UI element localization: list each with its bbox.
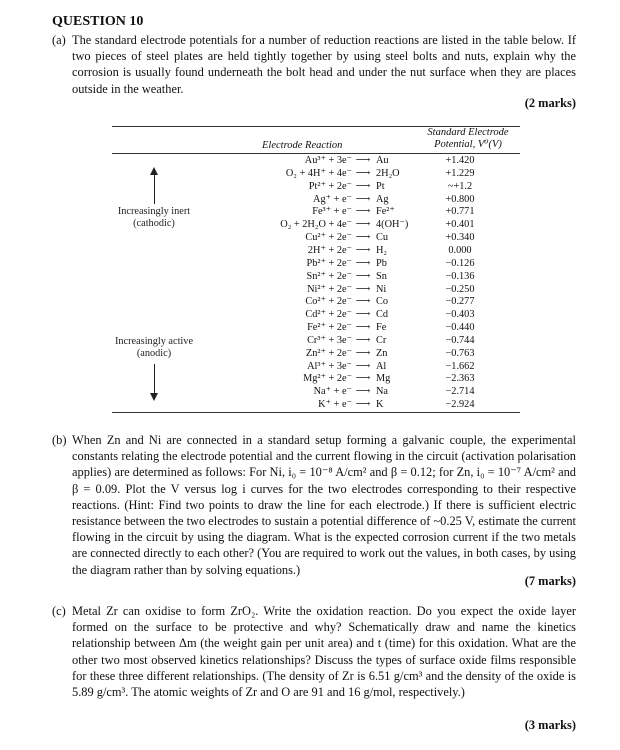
question-title: QUESTION 10 <box>52 14 144 29</box>
table-header-rule <box>112 153 520 154</box>
reaction-arrow-icon: ⟶ <box>355 283 371 295</box>
table-row <box>112 373 520 384</box>
reaction-product: Cu <box>376 232 389 244</box>
standard-potential-value: +1.229 <box>445 167 475 179</box>
reaction-arrow-icon: ⟶ <box>355 309 371 321</box>
reaction-arrow-icon: ⟶ <box>355 257 371 269</box>
table-row <box>112 361 520 372</box>
reaction-product: Fe <box>376 322 387 334</box>
table-row <box>112 348 520 359</box>
table-row <box>112 386 520 397</box>
table-row <box>112 399 520 410</box>
reaction-reactants: Cd²⁺ + 2e⁻ <box>305 309 352 321</box>
standard-potential-value: +0.340 <box>445 232 475 244</box>
reaction-reactants: Mg²⁺ + 2e⁻ <box>303 373 352 385</box>
reaction-product: Pt <box>376 180 385 192</box>
standard-potential-value: −0.126 <box>445 257 475 269</box>
reaction-reactants: Au³⁺ + 3e⁻ <box>304 155 352 166</box>
table-row <box>112 245 520 256</box>
reaction-product: H₂ <box>376 244 388 256</box>
reaction-reactants: Cu²⁺ + 2e⁻ <box>305 232 352 244</box>
reaction-arrow-icon: ⟶ <box>355 386 371 398</box>
table-row <box>112 284 520 295</box>
table-row <box>112 322 520 333</box>
electrode-potential-table <box>112 126 520 416</box>
standard-potential-value: −0.440 <box>445 322 475 334</box>
col-header-potential-line2: Potential, V⁰(V) <box>434 139 502 150</box>
reaction-reactants: K⁺ + e⁻ <box>318 399 352 411</box>
reaction-reactants: O₂ + 2H₂O + 4e⁻ <box>280 219 352 231</box>
standard-potential-value: −0.744 <box>445 334 475 346</box>
part-c-label: (c) <box>52 604 66 618</box>
standard-potential-value: +1.420 <box>445 155 475 166</box>
table-row <box>112 309 520 320</box>
part-a-marks: (2 marks) <box>524 96 576 110</box>
reaction-product: Cd <box>376 309 389 321</box>
table-row <box>112 296 520 307</box>
reaction-product: Mg <box>376 373 391 385</box>
table-row <box>112 194 520 205</box>
reaction-product: Ni <box>376 283 387 295</box>
reaction-product: Al <box>376 360 387 372</box>
table-row <box>112 232 520 243</box>
reaction-product: 2H₂O <box>376 167 400 179</box>
part-c <box>52 603 576 700</box>
reaction-product: Zn <box>376 347 388 359</box>
reaction-product: Co <box>376 296 389 308</box>
reaction-arrow-icon: ⟶ <box>355 232 371 244</box>
standard-potential-value: −0.250 <box>445 283 475 295</box>
standard-potential-value: +0.401 <box>445 219 475 231</box>
part-b-marks: (7 marks) <box>524 574 576 588</box>
reaction-arrow-icon: ⟶ <box>355 347 371 359</box>
reaction-arrow-icon: ⟶ <box>355 193 371 205</box>
reaction-product: Pb <box>376 257 387 269</box>
standard-potential-value: −2.924 <box>445 399 475 411</box>
reaction-arrow-icon: ⟶ <box>355 244 371 256</box>
side-label-active-line1: Increasingly active <box>114 336 194 347</box>
standard-potential-value: −2.363 <box>445 373 475 385</box>
reaction-arrow-icon: ⟶ <box>355 206 371 218</box>
part-b-label: (b) <box>52 433 67 447</box>
reaction-product: K <box>376 399 384 411</box>
part-b <box>52 432 576 578</box>
col-header-reaction: Electrode Reaction <box>262 140 343 151</box>
reaction-arrow-icon: ⟶ <box>355 334 371 346</box>
reaction-reactants: Sn²⁺ + 2e⁻ <box>306 270 352 282</box>
reaction-product: Cr <box>376 334 387 346</box>
reaction-reactants: Na⁺ + e⁻ <box>313 386 352 398</box>
table-row <box>112 206 520 217</box>
standard-potential-value: −0.136 <box>445 270 475 282</box>
side-label-active-line2: (anodic) <box>136 348 172 359</box>
reaction-arrow-icon: ⟶ <box>355 167 371 179</box>
reaction-reactants: Fe²⁺ + 2e⁻ <box>307 322 352 334</box>
part-a-text: The standard electrode potentials for a number of reduction reactions are listed in the table below. If two pieces of steel plates are held tightly together by using steel bolts and nuts, explain why the corrosion is usually found underneath the bolt head and under the nut surface when they are places outside in the weather. <box>72 33 576 96</box>
col-header-potential-line1: Standard Electrode <box>427 127 509 138</box>
reaction-product: Ag <box>376 193 389 205</box>
reaction-product: Au <box>376 155 389 166</box>
reaction-arrow-icon: ⟶ <box>355 219 371 231</box>
reaction-product: Na <box>376 386 389 398</box>
standard-potential-value: +0.771 <box>445 206 475 218</box>
reaction-arrow-icon: ⟶ <box>355 399 371 411</box>
reaction-arrow-icon: ⟶ <box>355 322 371 334</box>
standard-potential-value: +0.800 <box>445 193 475 205</box>
reaction-reactants: Ni²⁺ + 2e⁻ <box>307 283 352 295</box>
reaction-reactants: Cr³⁺ + 3e⁻ <box>307 334 352 346</box>
table-row <box>112 271 520 282</box>
table-row <box>112 258 520 269</box>
side-label-inert-line1: Increasingly inert <box>117 206 191 217</box>
reaction-arrow-icon: ⟶ <box>355 373 371 385</box>
reaction-reactants: Co²⁺ + 2e⁻ <box>305 296 352 308</box>
part-b-text: When Zn and Ni are connected in a standard setup forming a galvanic couple, the experimental constants relating the electrode potential and the current flowing in the circuit (activation polarisation applies) are determined as follows: For Ni, i₀ = 10⁻⁸ A/cm² and β = 0.12; for Zn, i₀ = 10⁻⁷ A/cm² and β = 0.09. Plot the V versus log i curves for the two electrodes corresponding to their respective reactions. (Hint: Find two points to draw the line for each electrode.) If there is sufficient electric resistance between the two electrodes to sustain a potential difference of ~0.25 V, estimate the current flowing in the circuit by using the diagram. What is the expected corrosion current if the two metals are connected directly to each other? (You are required to work out the values, in both cases, by using the diagram rather than by solving equations.) <box>72 433 576 577</box>
reaction-arrow-icon: ⟶ <box>355 296 371 308</box>
reaction-reactants: O₂ + 4H⁺ + 4e⁻ <box>285 167 352 179</box>
standard-potential-value: ~+1.2 <box>447 180 473 192</box>
standard-potential-value: 0.000 <box>448 244 472 256</box>
table-row <box>112 335 520 346</box>
reaction-reactants: Zn²⁺ + 2e⁻ <box>305 347 352 359</box>
part-c-text: Metal Zr can oxidise to form ZrO₂. Write the oxidation reaction. Do you expect the oxide layer formed on the surface to be protective and why? Schematically draw and name the kinetics relationship between Δm (the weight gain per unit area) and t (time) for this oxidation. What are the other two most observed kinetics relationships? Discuss the types of surface oxide films responsible for these three different relationships. (The density of Zr is 6.51 g/cm³ and the density of the oxide is 5.89 g/cm³. The atomic weights of Zr and O are 91 and 16 g/mol, respectively.) <box>72 604 576 700</box>
table-row <box>112 219 520 230</box>
reaction-reactants: Ag⁺ + e⁻ <box>313 193 352 205</box>
standard-potential-value: −0.403 <box>445 309 475 321</box>
table-row <box>112 181 520 192</box>
standard-potential-value: −1.662 <box>445 360 475 372</box>
col-header-potential <box>420 127 516 151</box>
reaction-reactants: Al³⁺ + 3e⁻ <box>307 360 352 372</box>
standard-potential-value: −2.714 <box>445 386 475 398</box>
part-a <box>52 32 576 97</box>
reaction-arrow-icon: ⟶ <box>355 155 371 166</box>
table-row <box>112 155 520 166</box>
standard-potential-value: −0.763 <box>445 347 475 359</box>
reaction-product: Sn <box>376 270 387 282</box>
side-label-inert-line2: (cathodic) <box>133 218 175 229</box>
reaction-arrow-icon: ⟶ <box>355 180 371 192</box>
part-c-marks: (3 marks) <box>524 718 576 732</box>
standard-potential-value: −0.277 <box>445 296 475 308</box>
reaction-product: 4(OH⁻) <box>376 219 409 231</box>
reaction-reactants: Fe³⁺ + e⁻ <box>312 206 352 218</box>
reaction-arrow-icon: ⟶ <box>355 270 371 282</box>
table-bottom-rule <box>112 412 520 413</box>
reaction-reactants: Pb²⁺ + 2e⁻ <box>306 257 352 269</box>
reaction-product: Fe²⁺ <box>376 206 395 218</box>
part-a-label: (a) <box>52 33 66 47</box>
reaction-reactants: Pt²⁺ + 2e⁻ <box>308 180 352 192</box>
table-row <box>112 168 520 179</box>
reaction-arrow-icon: ⟶ <box>355 360 371 372</box>
reaction-reactants: 2H⁺ + 2e⁻ <box>307 244 352 256</box>
